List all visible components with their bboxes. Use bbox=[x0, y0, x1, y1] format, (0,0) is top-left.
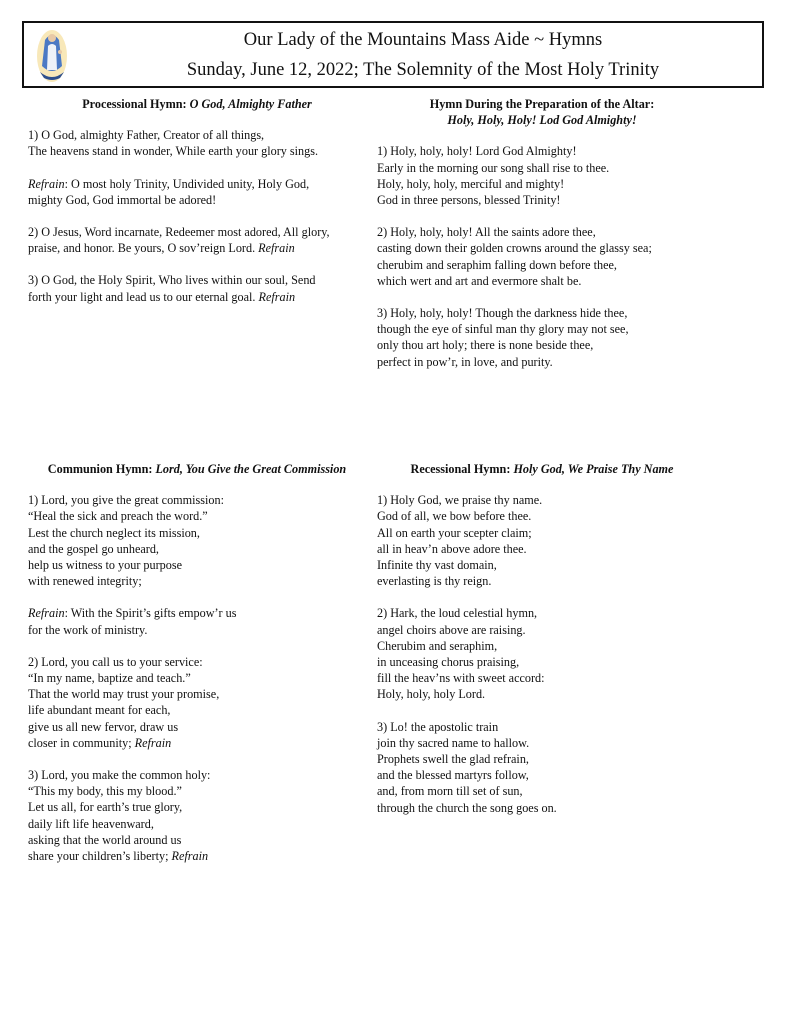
processional-verse-1: 1) O God, almighty Father, Creator of all things, The heavens stand in wonder, While earth your glory sings. bbox=[28, 128, 319, 159]
preparation-title: Hymn During the Preparation of the Altar: Holy, Holy, Holy! Lod God Almighty! bbox=[429, 97, 655, 128]
preparation-verse-2: 2) Holy, holy, holy! All the saints adore thee, casting down their golden crowns around the glassy sea; cherubim and seraphim falling down before thee, which wert and art and evermore shalt be. bbox=[377, 225, 652, 288]
header-box bbox=[22, 21, 764, 88]
communion-refrain: Refrain: With the Spirit’s gifts empow’r us for the work of ministry. bbox=[28, 606, 237, 637]
communion-hymn bbox=[28, 461, 366, 880]
preparation-hymn bbox=[377, 96, 707, 386]
processional-refrain: Refrain: O most holy Trinity, Undivided unity, Holy God, mighty God, God immortal be adored! bbox=[28, 176, 310, 207]
recessional-title: Recessional Hymn: Holy God, We Praise Thy Name bbox=[410, 462, 674, 476]
header-title: Our Lady of the Mountains Mass Aide ~ Hymns bbox=[243, 30, 603, 50]
communion-title: Communion Hymn: Lord, You Give the Great Commission bbox=[47, 462, 347, 476]
processional-verse-2: 2) O Jesus, Word incarnate, Redeemer most adored, All glory, praise, and honor. Be yours, O sov’reign Lord. Refrain bbox=[28, 225, 330, 256]
madonna-image bbox=[30, 26, 74, 84]
header-date: Sunday, June 12, 2022; The Solemnity of the Most Holy Trinity bbox=[186, 60, 660, 80]
communion-verse-1: 1) Lord, you give the great commission: “Heal the sick and preach the word.” Lest the church neglect its mission, and the gospel go unheard, help us witness to your purpose with renewed integrity; bbox=[28, 493, 224, 589]
processional-verse-3: 3) O God, the Holy Spirit, Who lives within our soul, Send forth your light and lead us to our eternal goal. Refrain bbox=[28, 273, 316, 304]
communion-verse-3: 3) Lord, you make the common holy: “This my body, this my blood.” Let us all, for earth’s true glory, daily lift life heavenward, asking that the world around us share your children’s liberty; Refrain bbox=[28, 768, 211, 864]
preparation-verse-1: 1) Holy, holy, holy! Lord God Almighty! Early in the morning our song shall rise to thee. Holy, holy, holy, merciful and mighty! God in three persons, blessed Trinity! bbox=[377, 144, 610, 208]
recessional-hymn bbox=[377, 461, 707, 832]
preparation-verse-3: 3) Holy, holy, holy! Though the darkness hide thee, though the eye of sinful man thy glory may not see, only thou art holy; there is none beside thee, perfect in pow’r, in love, and purity. bbox=[377, 306, 629, 369]
communion-verse-2: 2) Lord, you call us to your service: “In my name, baptize and teach.” That the world may trust your promise, life abundant meant for each, give us all new fervor, draw us closer in community; Refrain bbox=[28, 654, 220, 750]
recessional-verse-1: 1) Holy God, we praise thy name. God of all, we bow before thee. All on earth your scepter claim; all in heav’n above adore thee. Infinite thy vast domain, everlasting is thy reign. bbox=[377, 493, 543, 589]
processional-hymn bbox=[28, 96, 366, 321]
recessional-verse-2: 2) Hark, the loud celestial hymn, angel choirs above are raising. Cherubim and seraphim, in unceasing chorus praising, fill the heav’ns with sweet accord: Holy, holy, holy Lord. bbox=[377, 606, 545, 702]
recessional-verse-3: 3) Lo! the apostolic train join thy sacred name to hallow. Prophets swell the glad refrain, and the blessed martyrs follow, and, from morn till set of sun, through the church the song goes on. bbox=[377, 719, 557, 815]
processional-title: Processional Hymn: O God, Almighty Father bbox=[82, 97, 312, 111]
